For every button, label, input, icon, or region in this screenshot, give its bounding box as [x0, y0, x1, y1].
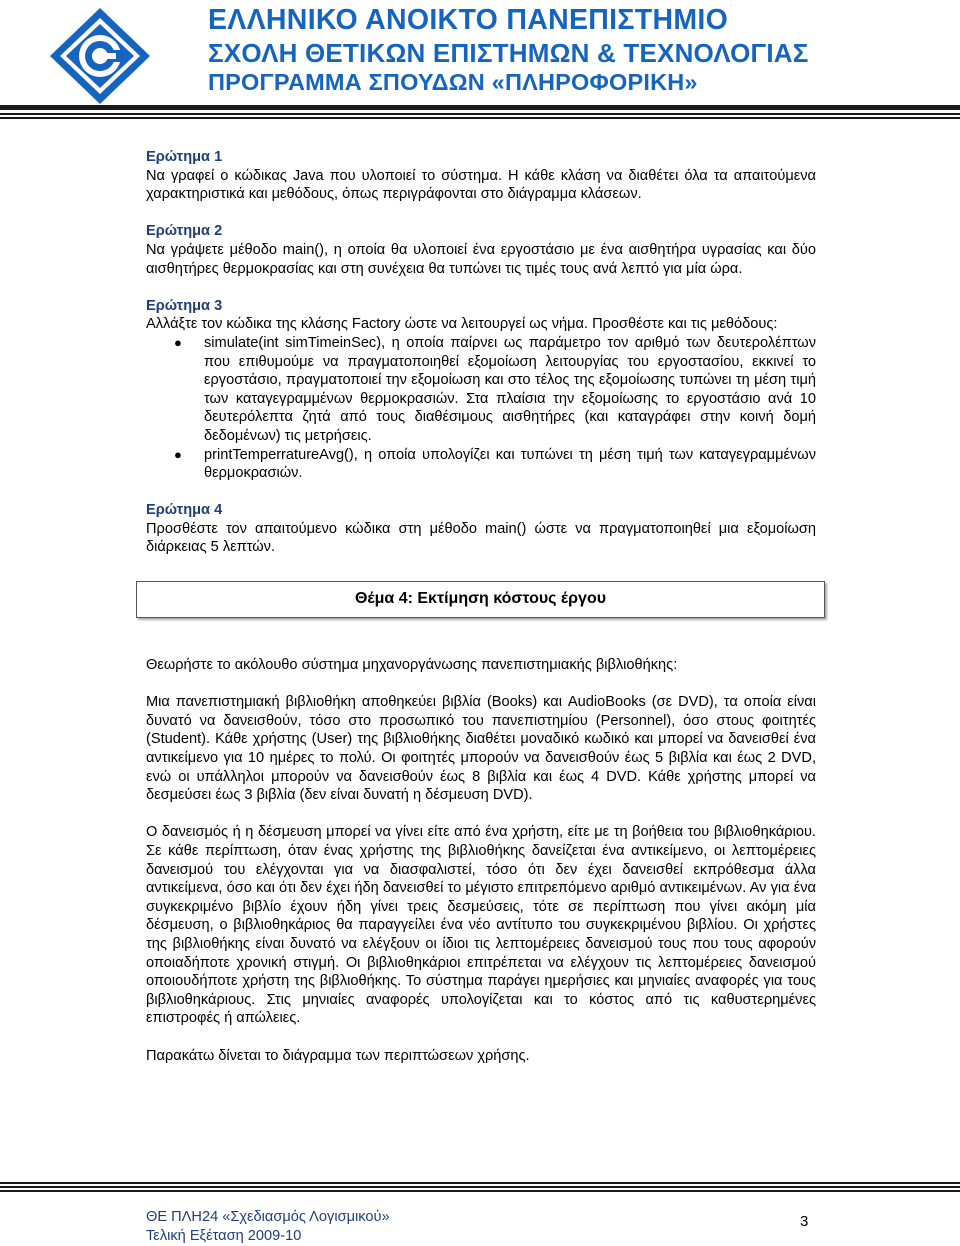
list-item: ● printTemperratureAvg(), η οποία υπολογίζει και τυπώνει τη μέση τιμή των καταγεγραμμένων θερμοκρασιών.: [174, 446, 816, 482]
topic-4-paragraph-1: Μια πανεπιστημιακή βιβλιοθήκη αποθηκεύει βιβλία (Books) και AudioBooks (σε DVD), τα οποία είναι δυνατό να δανεισθούν, τόσο στο προσωπικό του πανεπιστημίου (Personnel), όσο στους φοιτητές (Student). Κάθε χρήστης (User) της βιβλιοθήκης διαθέτει μοναδικό κωδικό και μπορεί να δανεισθεί ένα αντικείμενο για 10 ημέρες το πολύ. Οι φοιτητές μπορούν να δανεισθούν έως 5 βιβλία και έως 2 DVD, ενώ οι υπάλληλοι μπορούν να δανεισθούν έως 8 βιβλία και έως 4 DVD. Κάθε χρήστης μπορεί να δεσμεύσει έως 3 βιβλία (δεν είναι δυνατή η δέσμευση DVD).: [146, 694, 816, 804]
topic-4-paragraph-2: Ο δανεισμός ή η δέσμευση μπορεί να γίνει είτε από ένα χρήστη, είτε με τη βοήθεια του βιβλιοθηκάριου. Σε κάθε περίπτωση, όταν ένας χρήστης της βιβλιοθήκης δανείζεται ένα αντικείμενο, οι λεπτομέρειες δανεισμού του ελέγχονται για να διασφαλιστεί, τόσο ότι δεν έχει δανεισθεί εκπρόθεσμα άλλα αντικείμενα, όσο και ότι δεν έχει ήδη δανεισθεί το μέγιστο επιτρεπόμενο αριθμό αντικειμένων. Αν για ένα συγκεκριμένο βιβλίο έχουν ήδη γίνει τρεις δεσμεύσεις, τότε σε περίπτωση που γίνει ακόμη μία δέσμευση, ο βιβλιοθηκάριος θα παραγγείλει ένα νέο αντίτυπο του συγκεκριμένου βιβλίου. Οι χρήστες της βιβλιοθήκης είναι δυνατό να ελέγξουν οι ίδιοι τις λεπτομέρειες δανεισμού τους που τους αφορούν οποιαδήποτε χρονική στιγμή. Οι βιβλιοθηκάριοι επιτρέπεται να ελέγχουν τις λεπτομέρειες δανεισμού οποιουδήποτε χρήστη της βιβλιοθήκης. Το σύστημα παράγει ημερήσιες και μηνιαίες αναφορές για τους βιβλιοθηκάριους. Στις μηνιαίες αναφορές υπολογίζεται και το κόστος από τις καθυστερημένες επιστροφές ή απώλειες.: [146, 824, 816, 1027]
university-name: ΕΛΛΗΝΙΚΟ ΑΝΟΙΚΤΟ ΠΑΝΕΠΙΣΤΗΜΙΟ: [208, 4, 729, 36]
footer-course: ΘΕ ΠΛΗ24 «Σχεδιασμός Λογισμικού»: [146, 1209, 390, 1225]
question-1-text: Να γραφεί ο κώδικας Java που υλοποιεί το σύστημα. Η κάθε κλάση να διαθέτει όλα τα απαιτούμενα χαρακτηριστικά και μεθόδους, όπως περιγράφονται στο διάγραμμα κλάσεων.: [146, 167, 816, 203]
topic-4-intro: Θεωρήστε το ακόλουθο σύστημα μηχανοργάνωσης πανεπιστημιακής βιβλιοθήκης:: [146, 657, 678, 674]
question-2-title: Ερώτημα 2: [146, 223, 223, 240]
document-footer: [146, 1208, 390, 1246]
question-4-title: Ερώτημα 4: [146, 502, 223, 519]
footer-divider: [0, 1186, 960, 1188]
bullet-icon: ●: [174, 334, 182, 350]
question-3-text: Αλλάξτε τον κώδικα της κλάσης Factory ώστε να λειτουργεί ως νήμα. Προσθέστε και τις μεθόδους:: [146, 316, 778, 333]
topic-4-heading-box: [136, 581, 825, 618]
footer-divider: [0, 1190, 960, 1192]
header-divider: [0, 105, 960, 110]
footer-divider: [0, 1182, 960, 1184]
header-divider: [0, 113, 960, 115]
university-emblem-icon: [46, 6, 154, 106]
question-3-title: Ερώτημα 3: [146, 297, 223, 314]
method-list: [146, 334, 816, 483]
footer-exam: Τελική Εξέταση 2009-10: [146, 1228, 302, 1244]
question-1-title: Ερώτημα 1: [146, 149, 223, 165]
topic-4-title: Θέμα 4: Εκτίμηση κόστους έργου: [354, 590, 607, 608]
list-item: ● simulate(int simTimeinSec), η οποία παίρνει ως παράμετρο τον αριθμό των δευτερολέπτων που επιθυμούμε να πραγματοποιηθεί εξομοίωση λειτουργίας του εργοστασίου, εκκινεί το εργοστάσιο, πραγματοποιεί την εξομοίωση και στο τέλος της εξομοίωσης τυπώνει τη μέση τιμή των καταγεγραμμένων θερμοκρασιών. Στα πλαίσια την εξομοίωσης το εργοστάσιο ανά 10 δευτερόλεπτα ζητά από τους διαθέσιμους αισθητήρες (και καταγράφει στην κοινή δομή δεδομένων) τις μετρήσεις.: [174, 334, 816, 444]
school-name: ΣΧΟΛΗ ΘΕΤΙΚΩΝ ΕΠΙΣΤΗΜΩΝ & ΤΕΧΝΟΛΟΓΙΑΣ: [208, 38, 809, 68]
page-number: 3: [800, 1213, 809, 1230]
program-name: ΠΡΟΓΡΑΜΜΑ ΣΠΟΥΔΩΝ «ΠΛΗΡΟΦΟΡΙΚΗ»: [208, 69, 698, 95]
question-2-text: Να γράψετε μέθοδο main(), η οποία θα υλοποιεί ένα εργοστάσιο με ένα αισθητήρα υγρασίας και δύο αισθητήρες θερμοκρασίας και στη συνέχεια θα τυπώνει τις τιμές τους ανά λεπτό για μία ώρα.: [146, 241, 816, 277]
document-body: [146, 148, 816, 1065]
document-header: [0, 0, 960, 124]
topic-4-closing: Παρακάτω δίνεται το διάγραμμα των περιπτώσεων χρήσης.: [146, 1047, 530, 1064]
question-4-text: Προσθέστε τον απαιτούμενο κώδικα στη μέθοδο main() ώστε να πραγματοποιηθεί μια εξομοίωση διάρκειας 5 λεπτών.: [146, 520, 816, 556]
bullet-icon: ●: [174, 446, 182, 462]
header-divider: [0, 117, 960, 119]
